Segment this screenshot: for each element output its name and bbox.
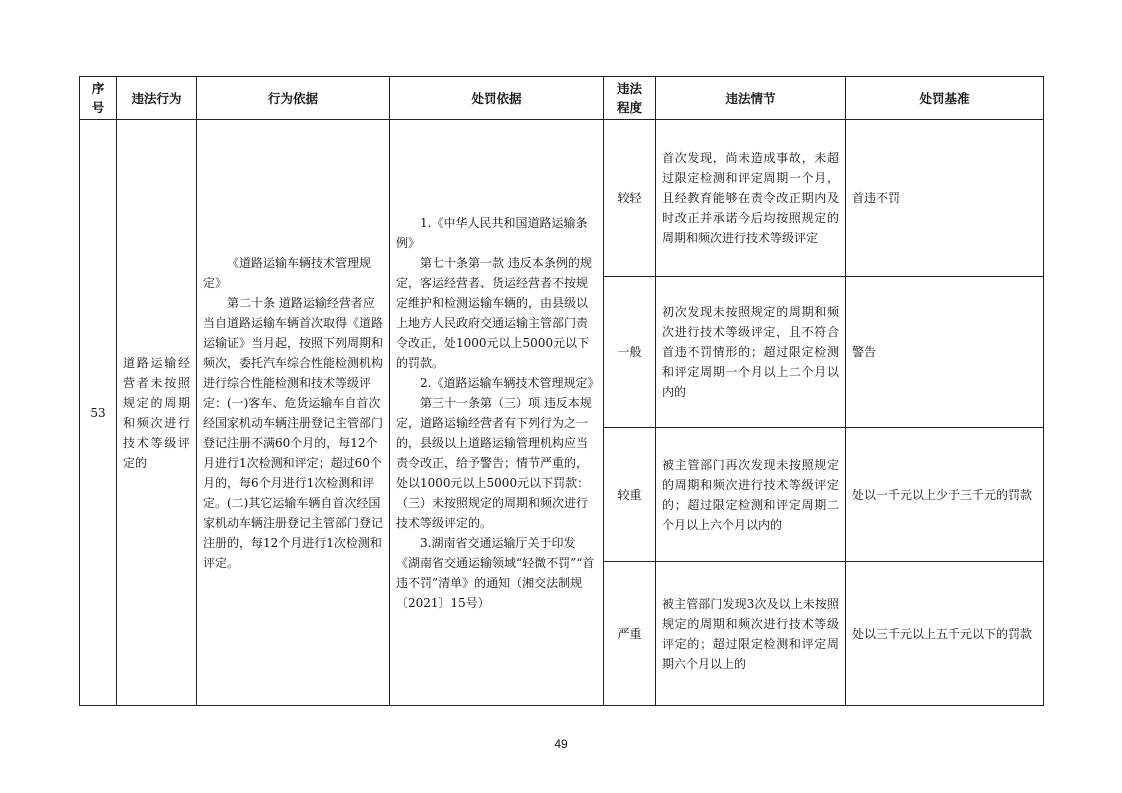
- page-number: 49: [554, 737, 568, 751]
- degree-cell: 一般: [604, 277, 656, 428]
- penalty-3-text: 3.湖南省交通运输厅关于印发《湖南省交通运输领域“轻微不罚”“首违不罚”清单》的通知（湘交法制规〔2021〕15号）: [396, 535, 595, 610]
- penalty-standard-table: [79, 76, 1044, 706]
- table-row: [80, 120, 1044, 277]
- header-circumstance: 违法情节: [656, 77, 846, 120]
- row-seq: 53: [80, 120, 117, 706]
- basis-title: 《道路运输车辆技术管理规定》: [203, 255, 372, 290]
- penalty-2-text: 第三十一条第（三）项 违反本规定，道路运输经营者有下列行为之一的，县级以上道路运输管理机构应当责令改正，给予警告；情节严重的，处以1000元以上5000元以下罚款：（三）未按照规定的周期和频次进行技术等级评定的。: [396, 395, 592, 530]
- row-basis: [197, 120, 390, 706]
- standard-cell: 处以三千元以上五千元以下的罚款: [846, 562, 1044, 706]
- header-degree: 违法 程度: [604, 77, 656, 120]
- basis-text: 第二十条 道路运输经营者应当自道路运输车辆首次取得《道路运输证》当月起，按照下列周期和频次，委托汽车综合性能检测机构进行综合性能检测和技术等级评定：(一)客车、危货运输车自首次经国家机动车辆注册登记主管部门登记注册不满60个月的，每12个月进行1次检测和评定；超过60个月的，每6个月进行1次检测和评定。(二)其它运输车辆自首次经国家机动车辆注册登记主管部门登记注册的，每12个月进行1次检测和评定。: [203, 295, 384, 570]
- circumstance-cell: 首次发现，尚未造成事故，未超过限定检测和评定周期一个月，且经教育能够在责令改正期内及时改正并承诺今后均按照规定的周期和频次进行技术等级评定: [656, 120, 846, 277]
- header-basis: 行为依据: [197, 77, 390, 120]
- penalty-2-title: 2.《道路运输车辆技术管理规定》: [420, 375, 600, 390]
- degree-cell: 较轻: [604, 120, 656, 277]
- standard-cell: 警告: [846, 277, 1044, 428]
- degree-cell: 严重: [604, 562, 656, 706]
- header-seq: 序 号: [80, 77, 117, 120]
- header-standard: 处罚基准: [846, 77, 1044, 120]
- row-penalty-basis: [390, 120, 604, 706]
- standard-cell: 处以一千元以上少于三千元的罚款: [846, 428, 1044, 562]
- circumstance-cell: 初次发现未按照规定的周期和频次进行技术等级评定，且不符合首违不罚情形的；超过限定检测和评定周期一个月以上二个月以内的: [656, 277, 846, 428]
- standard-cell: 首违不罚: [846, 120, 1044, 277]
- row-behavior: 道路运输经营者未按照规定的周期和频次进行技术等级评定的: [117, 120, 197, 706]
- header-penalty-basis: 处罚依据: [390, 77, 604, 120]
- degree-cell: 较重: [604, 428, 656, 562]
- circumstance-cell: 被主管部门发现3次及以上未按照规定的周期和频次进行技术等级评定的；超过限定检测和评定周期六个月以上的: [656, 562, 846, 706]
- penalty-1-title: 1.《中华人民共和国道路运输条例》: [396, 215, 588, 250]
- header-row: [80, 77, 1044, 120]
- penalty-1-text: 第七十条第一款 违反本条例的规定，客运经营者、货运经营者不按规定维护和检测运输车辆的，由县级以上地方人民政府交通运输主管部门责令改正，处1000元以上5000元以下的罚款。: [396, 255, 592, 370]
- circumstance-cell: 被主管部门再次发现未按照规定的周期和频次进行技术等级评定的；超过限定检测和评定周期二个月以上六个月以内的: [656, 428, 846, 562]
- header-behavior: 违法行为: [117, 77, 197, 120]
